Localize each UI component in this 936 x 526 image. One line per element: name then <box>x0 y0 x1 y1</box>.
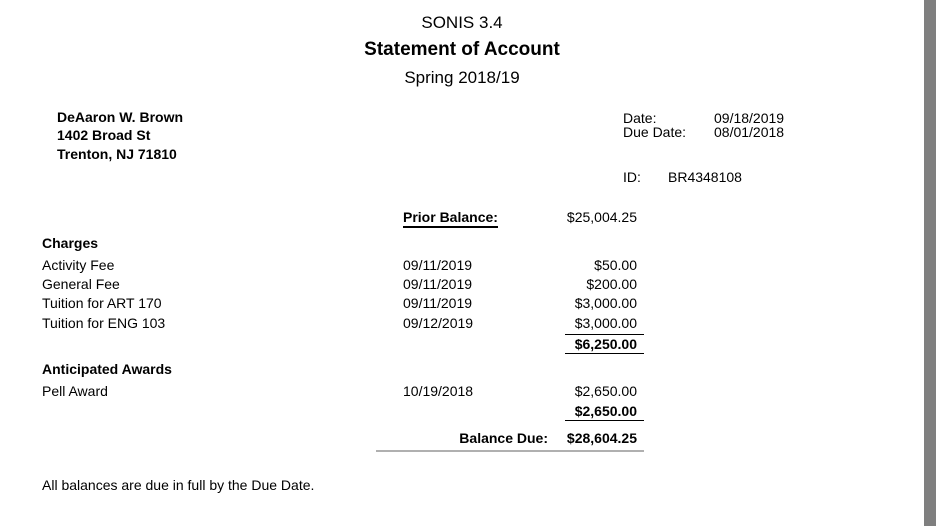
charge-date: 09/11/2019 <box>403 276 473 292</box>
date-value: 09/18/2019 <box>714 110 785 126</box>
charge-date: 09/11/2019 <box>403 257 473 273</box>
prior-balance-amount: $25,004.25 <box>566 209 637 225</box>
due-date-value: 08/01/2018 <box>714 124 785 140</box>
viewer-background <box>924 0 936 526</box>
charge-amount: $50.00 <box>594 257 637 273</box>
charge-date: 09/12/2019 <box>403 315 474 331</box>
student-street: 1402 Broad St <box>57 127 151 143</box>
balance-due-amount: $28,604.25 <box>566 430 637 446</box>
id-value: BR4348108 <box>668 169 742 185</box>
balance-due-label: Balance Due: <box>459 430 548 446</box>
awards-total-rule <box>565 420 644 421</box>
charge-date: 09/11/2019 <box>403 295 473 311</box>
app-version: SONIS 3.4 <box>421 13 503 32</box>
date-label: Date: <box>623 110 657 126</box>
footer-note: All balances are due in full by the Due Date. <box>42 477 315 493</box>
awards-total: $2,650.00 <box>574 403 637 419</box>
student-name: DeAaron W. Brown <box>57 109 184 125</box>
due-date-label: Due Date: <box>623 124 687 140</box>
charges-subtotal-rule <box>565 334 644 335</box>
prior-balance-label-text: Prior Balance: <box>403 209 498 228</box>
charge-amount: $200.00 <box>586 276 637 292</box>
page-title: Statement of Account <box>364 39 560 60</box>
charge-desc: Tuition for ART 170 <box>42 295 162 311</box>
charge-amount: $3,000.00 <box>574 295 637 311</box>
prior-balance-label <box>403 209 498 225</box>
charges-heading: Charges <box>42 235 99 251</box>
charges-total-rule <box>565 353 644 354</box>
award-date: 10/19/2018 <box>403 383 474 399</box>
term-label: Spring 2018/19 <box>404 68 520 87</box>
student-city: Trenton, NJ 71810 <box>57 146 177 162</box>
award-amount: $2,650.00 <box>574 383 637 399</box>
charge-desc: Activity Fee <box>42 257 115 273</box>
id-label: ID: <box>623 169 641 185</box>
charge-desc: General Fee <box>42 276 120 292</box>
awards-heading: Anticipated Awards <box>42 361 172 377</box>
charge-amount: $3,000.00 <box>574 315 637 331</box>
balance-rule <box>376 450 644 452</box>
charges-total: $6,250.00 <box>574 336 637 352</box>
award-desc: Pell Award <box>42 383 108 399</box>
charge-desc: Tuition for ENG 103 <box>42 315 166 331</box>
